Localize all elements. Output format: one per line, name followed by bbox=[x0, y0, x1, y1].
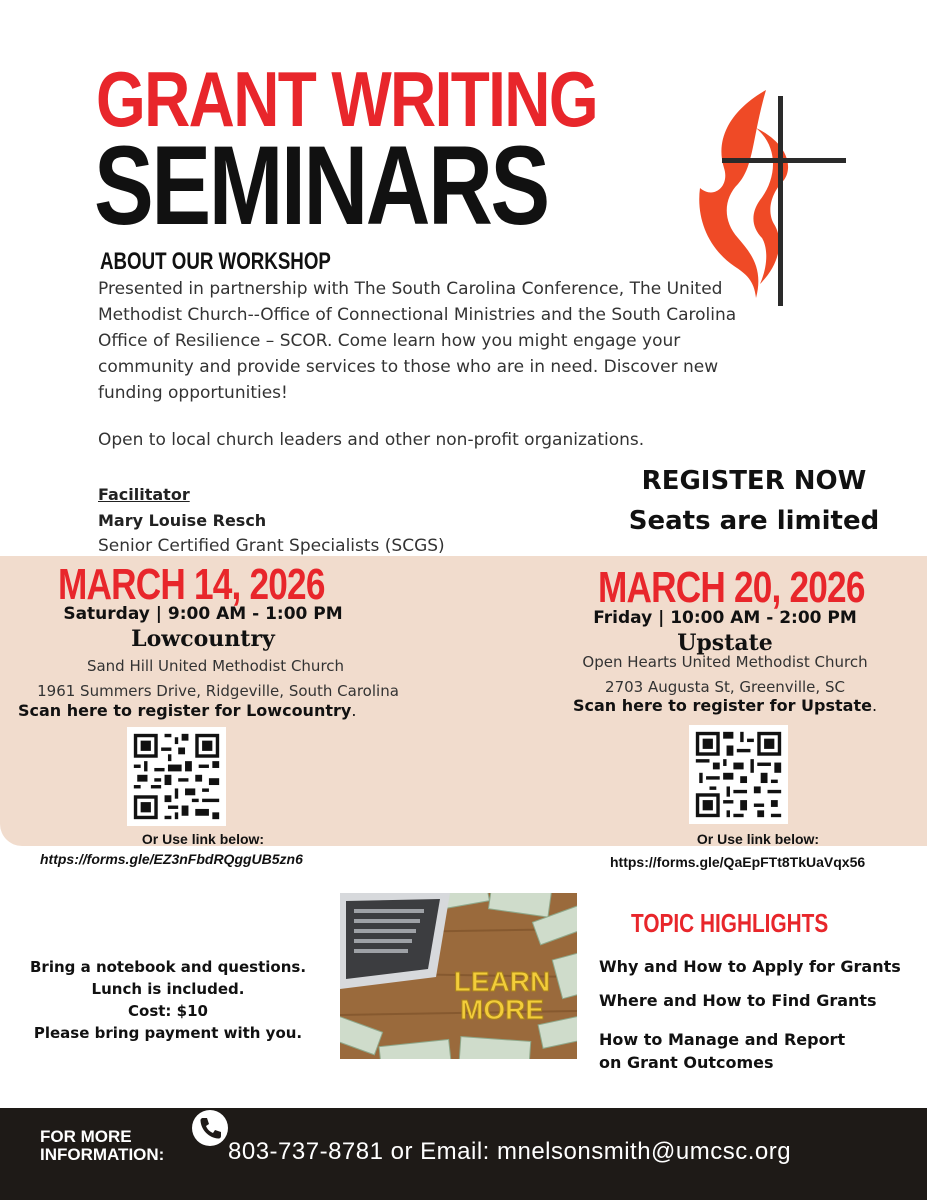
event-region-lowcountry: Lowcountry bbox=[131, 626, 275, 652]
bring-info bbox=[18, 956, 318, 1044]
topic-item-1: Why and How to Apply for Grants bbox=[599, 957, 901, 976]
topic-item-3b: on Grant Outcomes bbox=[599, 1053, 774, 1072]
title-line-1: GRANT WRITING bbox=[96, 55, 597, 143]
event-time-upstate: Friday | 10:00 AM - 2:00 PM bbox=[593, 608, 857, 628]
learn-more-photo bbox=[340, 893, 577, 1059]
register-link-upstate[interactable]: https://forms.gle/QaEpFTt8TkUaVqx56 bbox=[610, 854, 866, 870]
topic-item-3a: How to Manage and Report bbox=[599, 1030, 846, 1049]
open-to-text: Open to local church leaders and other non-profit organizations. bbox=[98, 430, 645, 450]
phone-icon bbox=[192, 1110, 228, 1146]
bring-line-2: Lunch is included. bbox=[91, 980, 245, 998]
facilitator-title: Senior Certified Grant Specialists (SCGS) bbox=[98, 536, 445, 556]
facilitator-heading: Facilitator bbox=[98, 485, 190, 504]
title-line-2: SEMINARS bbox=[94, 123, 548, 248]
qr-code-icon bbox=[127, 727, 226, 826]
register-now-heading: REGISTER NOW bbox=[641, 466, 867, 496]
event-address-upstate: 2703 Augusta St, Greenville, SC bbox=[605, 678, 845, 696]
seats-limited-text: Seats are limited bbox=[628, 506, 880, 536]
event-church-upstate: Open Hearts United Methodist Church bbox=[582, 653, 868, 671]
event-scan-upstate: Scan here to register for Upstate. bbox=[572, 696, 878, 715]
event-date-lowcountry: MARCH 14, 2026 bbox=[58, 560, 325, 609]
topic-item-2: Where and How to Find Grants bbox=[599, 991, 877, 1010]
learn-more-image bbox=[340, 893, 577, 1059]
bring-line-4: Please bring payment with you. bbox=[33, 1024, 303, 1042]
more-word: MORE bbox=[460, 994, 544, 1025]
event-date-upstate: MARCH 20, 2026 bbox=[598, 563, 865, 612]
event-address-lowcountry: 1961 Summers Drive, Ridgeville, South Carolina bbox=[37, 682, 399, 700]
event-region-upstate: Upstate bbox=[677, 630, 773, 656]
event-time-lowcountry: Saturday | 9:00 AM - 1:00 PM bbox=[63, 604, 343, 624]
qr-code-icon bbox=[689, 725, 788, 824]
qr-code-lowcountry[interactable] bbox=[127, 727, 226, 826]
topic-highlights-heading: TOPIC HIGHLIGHTS bbox=[631, 908, 829, 938]
bring-line-3: Cost: $10 bbox=[128, 1002, 208, 1020]
footer-label bbox=[40, 1128, 164, 1164]
qr-code-upstate[interactable] bbox=[689, 725, 788, 824]
about-heading: ABOUT OUR WORKSHOP bbox=[100, 248, 331, 275]
facilitator-name: Mary Louise Resch bbox=[98, 511, 267, 530]
about-paragraph: Presented in partnership with The South Carolina Conference, The United Methodist Church--Office of Connectional Ministries and the South Carolina Office of Resilience – SCOR. Come learn how you might engage your community and provide services to those who are in need. Discover new funding opportunities! bbox=[98, 279, 737, 403]
footer-contact[interactable]: 803-737-8781 or Email: mnelsonsmith@umcsc.org bbox=[228, 1138, 792, 1165]
learn-word: LEARN bbox=[453, 966, 551, 997]
event-scan-lowcountry: Scan here to register for Lowcountry. bbox=[18, 701, 357, 720]
register-link-lowcountry[interactable]: https://forms.gle/EZ3nFbdRQggUB5zn6 bbox=[40, 851, 303, 867]
or-link-label-upstate: Or Use link below: bbox=[696, 831, 820, 847]
footer-label-line-2: INFORMATION: bbox=[40, 1145, 165, 1164]
or-link-label-lowcountry: Or Use link below: bbox=[141, 831, 265, 847]
event-church-lowcountry: Sand Hill United Methodist Church bbox=[86, 657, 345, 675]
bring-line-1: Bring a notebook and questions. bbox=[29, 958, 307, 976]
footer-label-line-1: FOR MORE bbox=[40, 1127, 132, 1146]
